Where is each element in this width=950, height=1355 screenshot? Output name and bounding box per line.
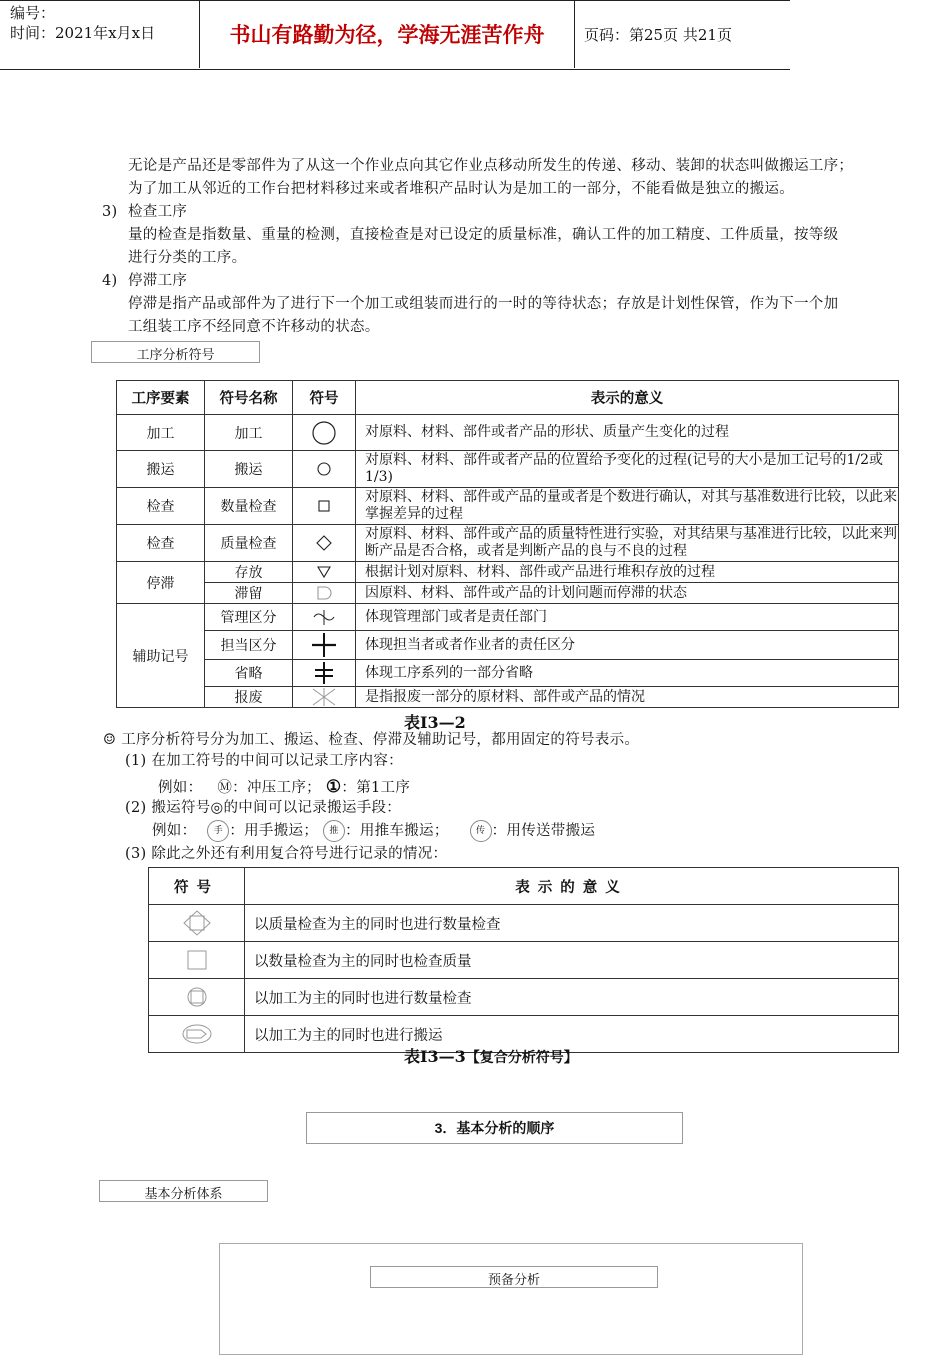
x-mark-icon — [309, 688, 339, 706]
diagram-frame — [219, 1243, 803, 1355]
meaning-cell: 对原料、材料、部件或产品的量或者是个数进行确认，对其与基准数进行比较，以此来掌握差异的过程 — [356, 488, 899, 525]
column-header: 表示的意义 — [245, 868, 899, 905]
square-outline-icon — [186, 949, 208, 971]
header-meta — [0, 0, 200, 68]
wave-line-icon — [312, 608, 336, 626]
symbol-cell — [149, 942, 245, 979]
cart-symbol: 推 — [323, 820, 345, 842]
table-row — [117, 451, 899, 488]
symbol-cell — [293, 660, 356, 687]
note-intro: ☺ 工序分析符号分为加工、搬运、检查、停滞及辅助记号，都用固定的符号表示。 — [103, 732, 640, 748]
para-1-line-2: 为了加工从邻近的工作台把材料移过来或者堆积产品时认为是加工的一部分，不能看做是独立的搬运。 — [128, 181, 794, 197]
table-row — [149, 905, 899, 942]
symbol-cell — [293, 687, 356, 708]
label-box-symbols: 工序分析符号 — [91, 341, 260, 363]
name-cell: 搬运 — [205, 451, 293, 488]
circle-square-icon — [186, 986, 208, 1008]
item-4-num: 4) — [102, 273, 118, 289]
meaning-cell: 对原料、材料、部件或产品的质量特性进行实验，对其结果与基准进行比较，以此来判断产品是否合格，或者是判断产品的良与不良的过程 — [356, 525, 899, 562]
meaning-cell: 对原料、材料、部件或者产品的位置给予变化的过程(记号的大小是加工记号的1/2或1/3) — [356, 451, 899, 488]
diamond-icon — [315, 534, 333, 552]
table2-caption — [404, 1044, 578, 1067]
small-circle-icon — [316, 461, 332, 477]
note-2: (2) 搬运符号◎的中间可以记录搬运手段： — [125, 800, 402, 816]
name-cell: 管理区分 — [205, 604, 293, 631]
one-circle-symbol: ① — [325, 777, 342, 797]
label-box-analysis-system: 基本分析体系 — [99, 1180, 268, 1202]
item-3-num: 3) — [102, 204, 118, 220]
table2-caption-main: 表I3—3 — [404, 1047, 466, 1066]
compound-symbol-table — [148, 867, 899, 1053]
meaning-cell: 体现担当者或者作业者的责任区分 — [356, 631, 899, 660]
example-text: ：用手搬运； — [229, 823, 319, 839]
table-row — [117, 415, 899, 451]
page-number: 页码：第25页 共21页 — [584, 25, 732, 44]
large-circle-icon — [311, 420, 337, 446]
name-cell: 担当区分 — [205, 631, 293, 660]
hand-carry-symbol: 手 — [207, 820, 229, 842]
table-row — [117, 604, 899, 631]
item-3-title: 检查工序 — [128, 204, 188, 220]
table2-caption-sub: 【复合分析符号】 — [465, 1050, 578, 1066]
meaning-cell: 根据计划对原料、材料、部件或产品进行堆积存放的过程 — [356, 562, 899, 583]
item-4-title: 停滞工序 — [128, 273, 188, 289]
symbol-cell — [149, 979, 245, 1016]
table-row — [117, 631, 899, 660]
table-row — [117, 687, 899, 708]
table-header-row — [117, 381, 899, 415]
symbol-cell — [293, 451, 356, 488]
symbol-cell — [293, 562, 356, 583]
name-cell: 质量检查 — [205, 525, 293, 562]
meaning-cell: 体现管理部门或者是责任部门 — [356, 604, 899, 631]
symbol-cell — [293, 604, 356, 631]
element-cell: 辅助记号 — [117, 604, 205, 708]
table1-caption: 表I3—2 — [404, 713, 466, 732]
cross-icon — [311, 632, 337, 658]
meaning-cell: 对原料、材料、部件或者产品的形状、质量产生变化的过程 — [356, 415, 899, 451]
symbol-cell — [149, 1016, 245, 1053]
column-header: 表示的意义 — [356, 381, 899, 415]
conveyor-symbol: 传 — [470, 820, 492, 842]
meaning-cell: 以质量检查为主的同时也进行数量检查 — [245, 905, 899, 942]
label-box-preliminary-analysis: 预备分析 — [370, 1266, 658, 1288]
para-3-line-1: 量的检查是指数量、重量的检测，直接检查是对已设定的质量标准，确认工件的加工精度、工件质量，按等级 — [128, 227, 839, 243]
element-cell: 停滞 — [117, 562, 205, 604]
symbol-cell — [293, 488, 356, 525]
example-text: ：用推车搬运； — [345, 823, 449, 839]
element-cell: 检查 — [117, 525, 205, 562]
table-row — [117, 583, 899, 604]
element-cell: 加工 — [117, 415, 205, 451]
note-1: (1) 在加工符号的中间可以记录工序内容： — [125, 753, 403, 769]
symbol-cell — [293, 583, 356, 604]
note-3: (3) 除此之外还有利用复合符号进行记录的情况： — [125, 846, 448, 862]
table-header-row — [149, 868, 899, 905]
name-cell: 加工 — [205, 415, 293, 451]
code-label: 编号： — [10, 4, 56, 22]
example-prefix: 例如： — [152, 823, 197, 839]
note-2-example — [152, 820, 595, 843]
column-header: 工序要素 — [117, 381, 205, 415]
section-heading: 3．基本分析的顺序 — [306, 1112, 683, 1144]
page-header — [0, 0, 790, 70]
example-text: ：冲压工序； — [232, 780, 321, 796]
para-1-line-1: 无论是产品还是零部件为了从这一个作业点向其它作业点移动所发生的传递、移动、装卸的状态叫做搬运工序； — [128, 158, 854, 174]
element-cell: 检查 — [117, 488, 205, 525]
para-4-line-1: 停滞是指产品或部件为了进行下一个加工或组装而进行的一时的等待状态；存放是计划性保管，作为下一个加 — [128, 296, 839, 312]
symbol-cell — [149, 905, 245, 942]
symbol-cell — [293, 631, 356, 660]
circle-arrow-icon — [181, 1023, 213, 1045]
meaning-cell: 因原料、材料、部件或产品的计划问题而停滞的状态 — [356, 583, 899, 604]
motto: 书山有路勤为径，学海无涯苦作舟 — [200, 0, 575, 68]
table-row — [149, 979, 899, 1016]
example-prefix: 例如： — [158, 780, 203, 796]
table-row — [149, 942, 899, 979]
para-4-line-2: 工组装工序不经同意不许移动的状态。 — [128, 319, 380, 335]
symbol-table — [116, 380, 899, 708]
column-header: 符号 — [293, 381, 356, 415]
meaning-cell: 以加工为主的同时也进行数量检查 — [245, 979, 899, 1016]
time-label: 时间：2021年x月x日 — [10, 24, 156, 42]
square-icon — [317, 499, 331, 513]
double-cross-icon — [313, 661, 335, 685]
table-row — [117, 660, 899, 687]
example-text: ：用传送带搬运 — [491, 823, 596, 839]
symbol-cell — [293, 415, 356, 451]
table-row — [117, 525, 899, 562]
element-cell: 搬运 — [117, 451, 205, 488]
meaning-cell: 以加工为主的同时也进行搬运 — [245, 1016, 899, 1053]
table-row — [117, 562, 899, 583]
meaning-cell: 是指报废一部分的原材料、部件或产品的情况 — [356, 687, 899, 708]
name-cell: 存放 — [205, 562, 293, 583]
name-cell: 报废 — [205, 687, 293, 708]
para-3-line-2: 进行分类的工序。 — [128, 250, 247, 266]
meaning-cell: 体现工序系列的一部分省略 — [356, 660, 899, 687]
meaning-cell: 以数量检查为主的同时也检查质量 — [245, 942, 899, 979]
column-header: 符号 — [149, 868, 245, 905]
name-cell: 数量检查 — [205, 488, 293, 525]
diamond-square-icon — [182, 910, 212, 936]
symbol-cell — [293, 525, 356, 562]
table-row — [117, 488, 899, 525]
d-shape-icon — [314, 585, 334, 601]
m-circle-symbol: Ⓜ — [217, 780, 233, 796]
name-cell: 滞留 — [205, 583, 293, 604]
down-triangle-icon — [316, 565, 332, 579]
example-text: ：第1工序 — [341, 780, 411, 796]
column-header: 符号名称 — [205, 381, 293, 415]
name-cell: 省略 — [205, 660, 293, 687]
